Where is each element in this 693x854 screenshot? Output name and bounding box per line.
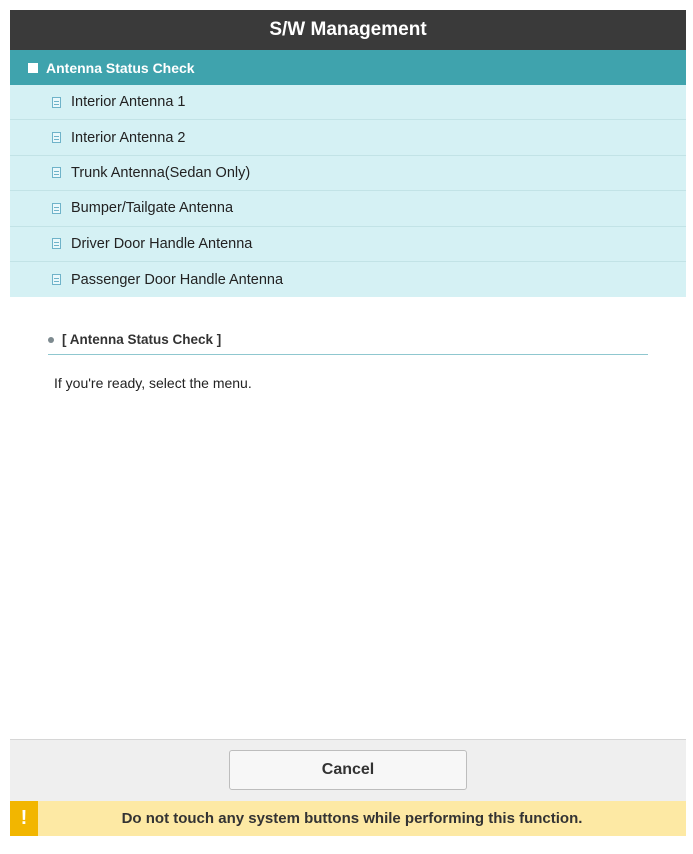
menu-item-label: Interior Antenna 2 (71, 129, 186, 146)
info-heading (48, 332, 648, 355)
menu-item-label: Bumper/Tailgate Antenna (71, 200, 234, 217)
menu-item-interior-antenna-1[interactable] (10, 85, 686, 120)
info-heading-text: [ Antenna Status Check ] (62, 332, 222, 347)
warning-icon: ! (10, 801, 38, 836)
document-icon (52, 132, 61, 143)
antenna-menu-list (10, 85, 686, 297)
menu-item-label: Interior Antenna 1 (71, 94, 186, 111)
menu-item-interior-antenna-2[interactable] (10, 120, 686, 155)
menu-item-label: Driver Door Handle Antenna (71, 235, 253, 252)
square-bullet-icon (28, 63, 38, 73)
cancel-button[interactable]: Cancel (229, 750, 467, 790)
document-icon (52, 274, 61, 285)
info-message: If you're ready, select the menu. (54, 375, 252, 391)
menu-section-header[interactable] (10, 50, 686, 85)
document-icon (52, 238, 61, 249)
document-icon (52, 203, 61, 214)
menu-item-bumper-tailgate-antenna[interactable] (10, 191, 686, 226)
document-icon (52, 97, 61, 108)
menu-item-trunk-antenna[interactable] (10, 156, 686, 191)
warning-banner (10, 801, 686, 836)
footer-bar (10, 739, 686, 803)
menu-item-label: Trunk Antenna(Sedan Only) (71, 164, 251, 181)
menu-section-label: Antenna Status Check (46, 59, 195, 76)
app-window (10, 10, 686, 840)
bullet-dot-icon (48, 337, 54, 343)
menu-item-label: Passenger Door Handle Antenna (71, 271, 284, 288)
document-icon (52, 167, 61, 178)
page-title: S/W Management (269, 19, 427, 40)
menu-item-driver-door-handle-antenna[interactable] (10, 227, 686, 262)
menu-item-passenger-door-handle-antenna[interactable] (10, 262, 686, 297)
title-bar (10, 10, 686, 50)
warning-text: Do not touch any system buttons while performing this function. (121, 810, 583, 827)
info-section (48, 332, 648, 391)
